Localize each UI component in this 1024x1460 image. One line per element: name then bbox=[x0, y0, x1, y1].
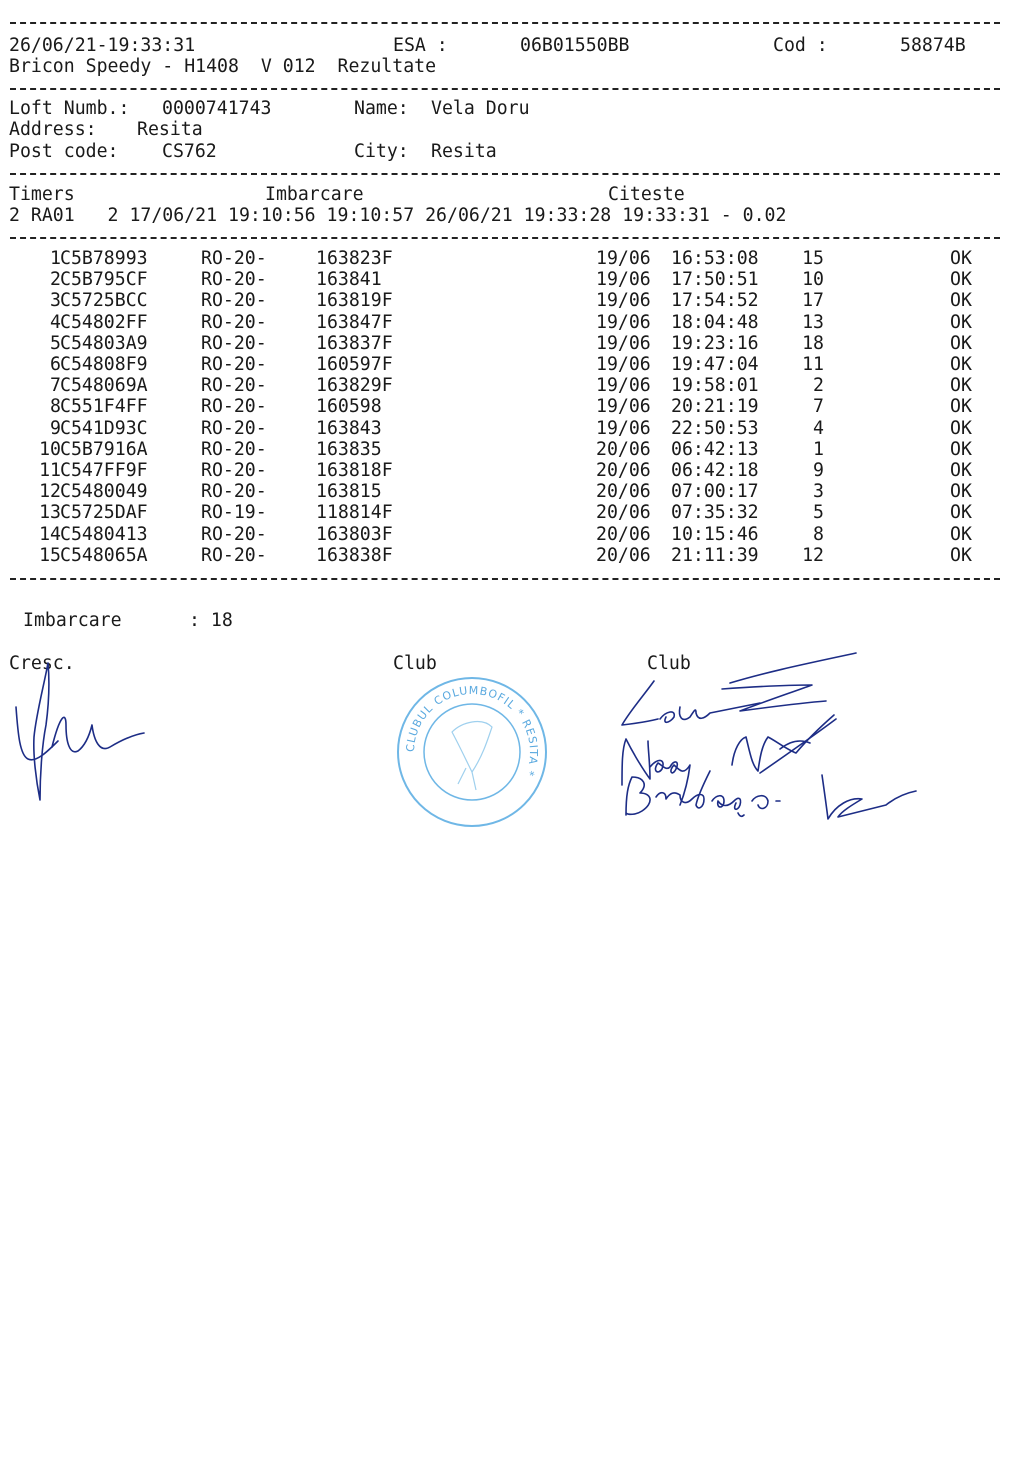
cell-pos: 11 bbox=[802, 354, 824, 375]
cell-ring: 163815 bbox=[316, 481, 382, 503]
cell-date: 20/06 bbox=[596, 523, 651, 545]
divider bbox=[10, 22, 1000, 24]
table-row bbox=[0, 354, 1024, 375]
cell-time: 19:23:16 bbox=[671, 332, 759, 354]
esa-label: ESA : bbox=[393, 35, 448, 56]
table-row bbox=[0, 269, 1024, 290]
divider bbox=[10, 578, 1000, 580]
cell-series: RO-20- bbox=[201, 438, 267, 460]
cell-time: 21:11:39 bbox=[671, 544, 759, 566]
table-row bbox=[0, 481, 1024, 502]
device-line: Bricon Speedy - H1408 V 012 Rezultate bbox=[9, 56, 437, 77]
cell-status: OK bbox=[950, 248, 972, 269]
cell-ring: 163823F bbox=[316, 248, 393, 269]
cell-no: 10 bbox=[39, 438, 61, 460]
cell-time: 19:47:04 bbox=[671, 354, 759, 375]
cell-pos: 3 bbox=[813, 481, 824, 503]
cell-status: OK bbox=[950, 417, 972, 439]
postcode-value: CS762 bbox=[162, 141, 217, 162]
cell-chip: C5725BCC bbox=[60, 290, 148, 312]
cell-date: 20/06 bbox=[596, 544, 651, 566]
cell-ring: 163829F bbox=[316, 375, 393, 397]
cod-label: Cod : bbox=[773, 35, 828, 56]
citeste-header: Citeste bbox=[608, 184, 685, 205]
cell-no: 4 bbox=[50, 311, 61, 333]
breeder-signature bbox=[0, 655, 170, 815]
cell-status: OK bbox=[950, 460, 972, 481]
city-label: City: bbox=[354, 141, 409, 162]
table-row bbox=[0, 375, 1024, 396]
imbarcare-header: Imbarcare bbox=[265, 184, 364, 205]
cell-date: 19/06 bbox=[596, 332, 651, 354]
cell-chip: C5B795CF bbox=[60, 269, 148, 291]
cell-status: OK bbox=[950, 523, 972, 545]
cell-series: RO-20- bbox=[201, 523, 267, 545]
cell-time: 20:21:19 bbox=[671, 396, 759, 418]
cell-time: 07:35:32 bbox=[671, 502, 759, 524]
cell-time: 19:58:01 bbox=[671, 375, 759, 397]
cell-chip: C54803A9 bbox=[60, 332, 148, 354]
esa-value: 06B01550BB bbox=[520, 35, 630, 56]
cell-chip: C541D93C bbox=[60, 417, 148, 439]
cell-pos: 9 bbox=[813, 460, 824, 481]
cell-date: 19/06 bbox=[596, 311, 651, 333]
cell-chip: C548069A bbox=[60, 375, 148, 397]
cell-chip: C5B78993 bbox=[60, 248, 148, 269]
table-row bbox=[0, 396, 1024, 417]
club-label-2: Club bbox=[647, 653, 691, 674]
cell-chip: C5725DAF bbox=[60, 502, 148, 524]
cell-ring: 163819F bbox=[316, 290, 393, 312]
divider bbox=[10, 237, 1000, 239]
address-label: Address: bbox=[9, 119, 97, 140]
cell-series: RO-20- bbox=[201, 332, 267, 354]
club-signatures bbox=[600, 645, 930, 825]
table-row bbox=[0, 502, 1024, 523]
cell-pos: 7 bbox=[813, 396, 824, 418]
cell-date: 19/06 bbox=[596, 269, 651, 291]
imbarcare-summary-label: Imbarcare bbox=[23, 610, 122, 631]
name-label: Name: bbox=[354, 98, 409, 119]
cell-status: OK bbox=[950, 311, 972, 333]
cell-series: RO-20- bbox=[201, 311, 267, 333]
cell-no: 5 bbox=[50, 332, 61, 354]
table-row bbox=[0, 545, 1024, 566]
cell-series: RO-20- bbox=[201, 481, 267, 503]
city-value: Resita bbox=[431, 141, 497, 162]
cod-value: 58874B bbox=[900, 35, 966, 56]
postcode-label: Post code: bbox=[9, 141, 119, 162]
cell-time: 22:50:53 bbox=[671, 417, 759, 439]
cell-status: OK bbox=[950, 290, 972, 312]
cell-ring: 163835 bbox=[316, 438, 382, 460]
cell-no: 11 bbox=[39, 460, 61, 481]
cell-status: OK bbox=[950, 544, 972, 566]
cell-ring: 163838F bbox=[316, 544, 393, 566]
cell-chip: C548065A bbox=[60, 544, 148, 566]
cell-chip: C551F4FF bbox=[60, 396, 148, 418]
cell-no: 14 bbox=[39, 523, 61, 545]
cell-no: 2 bbox=[50, 269, 61, 291]
cell-series: RO-19- bbox=[201, 502, 267, 524]
cell-date: 19/06 bbox=[596, 417, 651, 439]
report-datetime: 26/06/21-19:33:31 bbox=[9, 35, 196, 56]
cell-ring: 163847F bbox=[316, 311, 393, 333]
cell-date: 20/06 bbox=[596, 502, 651, 524]
cell-date: 19/06 bbox=[596, 354, 651, 375]
cell-pos: 2 bbox=[813, 375, 824, 397]
cell-no: 3 bbox=[50, 290, 61, 312]
timer-line: 2 RA01 2 17/06/21 19:10:56 19:10:57 26/06/21 19:33:28 19:33:31 - 0.02 bbox=[9, 205, 787, 226]
cell-ring: 160598 bbox=[316, 396, 382, 418]
cell-pos: 15 bbox=[802, 248, 824, 269]
cell-ring: 118814F bbox=[316, 502, 393, 524]
cell-pos: 1 bbox=[813, 438, 824, 460]
cell-time: 18:04:48 bbox=[671, 311, 759, 333]
cell-status: OK bbox=[950, 502, 972, 524]
club-label-1: Club bbox=[393, 653, 437, 674]
cell-date: 19/06 bbox=[596, 375, 651, 397]
cell-pos: 10 bbox=[802, 269, 824, 291]
club-stamp bbox=[392, 672, 552, 832]
cell-series: RO-20- bbox=[201, 396, 267, 418]
cell-no: 1 bbox=[50, 248, 61, 269]
cell-time: 10:15:46 bbox=[671, 523, 759, 545]
cell-pos: 5 bbox=[813, 502, 824, 524]
cell-no: 7 bbox=[50, 375, 61, 397]
table-row bbox=[0, 439, 1024, 460]
cell-no: 6 bbox=[50, 354, 61, 375]
cell-status: OK bbox=[950, 332, 972, 354]
cell-time: 16:53:08 bbox=[671, 248, 759, 269]
cell-date: 20/06 bbox=[596, 481, 651, 503]
cell-series: RO-20- bbox=[201, 544, 267, 566]
cell-ring: 160597F bbox=[316, 354, 393, 375]
cell-date: 19/06 bbox=[596, 248, 651, 269]
cell-pos: 8 bbox=[813, 523, 824, 545]
loft-label: Loft Numb.: bbox=[9, 98, 130, 119]
cell-series: RO-20- bbox=[201, 248, 267, 269]
table-row bbox=[0, 418, 1024, 439]
cell-pos: 4 bbox=[813, 417, 824, 439]
cell-pos: 12 bbox=[802, 544, 824, 566]
imbarcare-summary-value: : 18 bbox=[189, 610, 233, 631]
table-row bbox=[0, 333, 1024, 354]
cell-chip: C547FF9F bbox=[60, 460, 148, 481]
cell-status: OK bbox=[950, 396, 972, 418]
cell-ring: 163837F bbox=[316, 332, 393, 354]
cell-chip: C5480049 bbox=[60, 481, 148, 503]
cell-ring: 163803F bbox=[316, 523, 393, 545]
cell-date: 20/06 bbox=[596, 460, 651, 481]
timers-header: Timers bbox=[9, 184, 75, 205]
cell-series: RO-20- bbox=[201, 290, 267, 312]
stamp-text: CLUBUL COLUMBOFIL * RESITA * bbox=[403, 683, 541, 779]
cell-time: 07:00:17 bbox=[671, 481, 759, 503]
cell-series: RO-20- bbox=[201, 269, 267, 291]
cell-chip: C5480413 bbox=[60, 523, 148, 545]
table-row bbox=[0, 524, 1024, 545]
cell-no: 13 bbox=[39, 502, 61, 524]
cell-chip: C54808F9 bbox=[60, 354, 148, 375]
divider bbox=[10, 173, 1000, 175]
table-row bbox=[0, 248, 1024, 269]
divider bbox=[10, 88, 1000, 90]
cell-time: 17:50:51 bbox=[671, 269, 759, 291]
cell-time: 06:42:18 bbox=[671, 460, 759, 481]
cell-status: OK bbox=[950, 438, 972, 460]
cell-no: 15 bbox=[39, 544, 61, 566]
cell-status: OK bbox=[950, 481, 972, 503]
cell-ring: 163843 bbox=[316, 417, 382, 439]
table-row bbox=[0, 312, 1024, 333]
cell-series: RO-20- bbox=[201, 354, 267, 375]
cell-series: RO-20- bbox=[201, 375, 267, 397]
table-row bbox=[0, 460, 1024, 481]
cell-ring: 163841 bbox=[316, 269, 382, 291]
cell-series: RO-20- bbox=[201, 460, 267, 481]
cell-no: 9 bbox=[50, 417, 61, 439]
cresc-label: Cresc. bbox=[9, 653, 75, 674]
cell-status: OK bbox=[950, 269, 972, 291]
cell-pos: 17 bbox=[802, 290, 824, 312]
cell-status: OK bbox=[950, 354, 972, 375]
cell-no: 12 bbox=[39, 481, 61, 503]
cell-chip: C54802FF bbox=[60, 311, 148, 333]
cell-ring: 163818F bbox=[316, 460, 393, 481]
name-value: Vela Doru bbox=[431, 98, 530, 119]
table-row bbox=[0, 290, 1024, 311]
cell-pos: 13 bbox=[802, 311, 824, 333]
cell-date: 19/06 bbox=[596, 290, 651, 312]
results-table bbox=[0, 248, 1024, 568]
loft-value: 0000741743 bbox=[162, 98, 272, 119]
cell-date: 20/06 bbox=[596, 438, 651, 460]
address-value: Resita bbox=[137, 119, 203, 140]
cell-pos: 18 bbox=[802, 332, 824, 354]
cell-series: RO-20- bbox=[201, 417, 267, 439]
cell-date: 19/06 bbox=[596, 396, 651, 418]
cell-time: 17:54:52 bbox=[671, 290, 759, 312]
cell-time: 06:42:13 bbox=[671, 438, 759, 460]
cell-no: 8 bbox=[50, 396, 61, 418]
cell-chip: C5B7916A bbox=[60, 438, 148, 460]
cell-status: OK bbox=[950, 375, 972, 397]
